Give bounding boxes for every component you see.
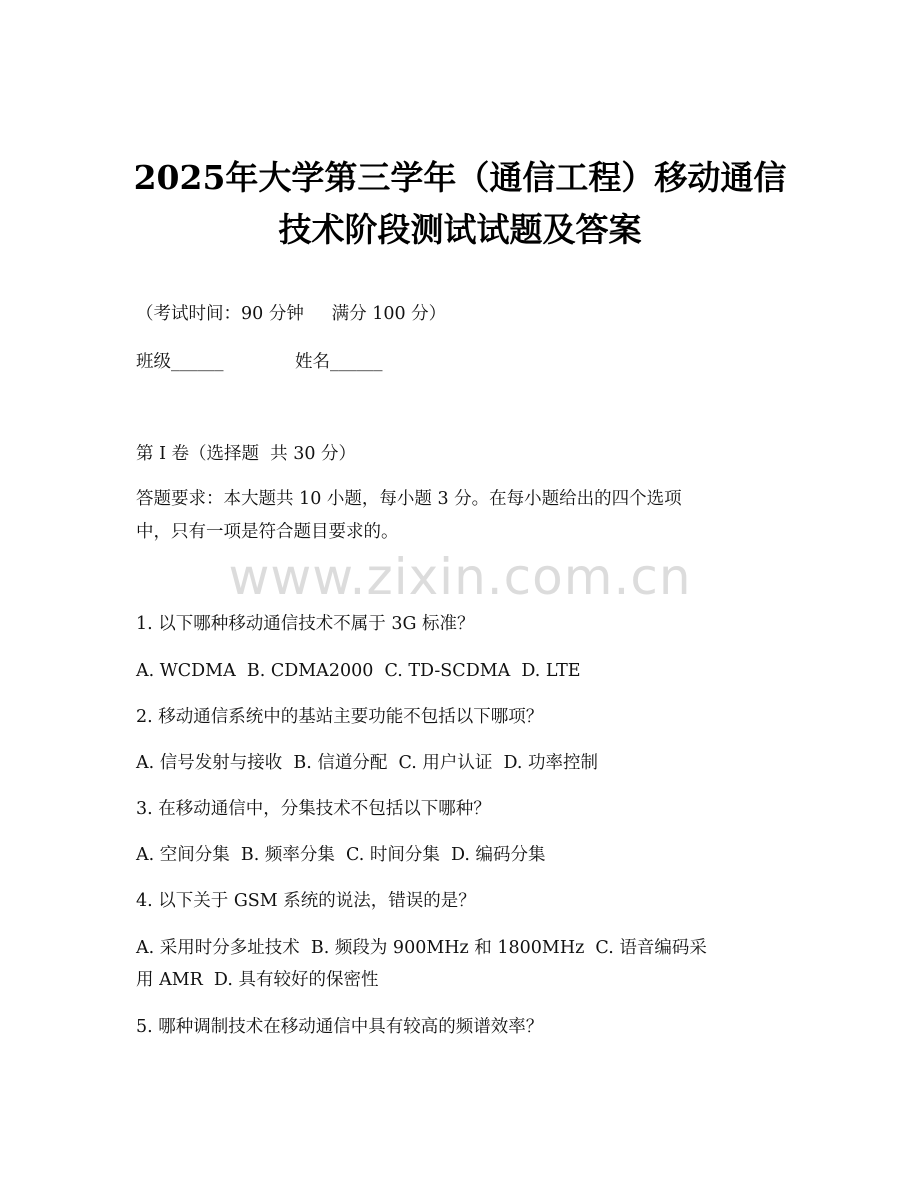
question-3-options: A. 空间分集 B. 频率分集 C. 时间分集 D. 编码分集 <box>136 845 546 865</box>
instructions-line-1: 答题要求：本大题共 10 小题，每小题 3 分。在每小题给出的四个选项 <box>136 489 682 509</box>
name-field-label: 姓名______ <box>295 352 383 372</box>
question-4-options-line-2: 用 AMR D. 具有较好的保密性 <box>136 970 379 990</box>
question-1-options: A. WCDMA B. CDMA2000 C. TD-SCDMA D. LTE <box>136 661 581 681</box>
question-4-options-line-1: A. 采用时分多址技术 B. 频段为 900MHz 和 1800MHz C. 语音编码采 <box>136 938 707 958</box>
question-2-stem: 2. 移动通信系统中的基站主要功能不包括以下哪项？ <box>136 707 544 727</box>
watermark: www.zixin.com.cn <box>228 548 692 606</box>
section-heading: 第 I 卷（选择题 共 30 分） <box>136 444 357 464</box>
question-3-stem: 3. 在移动通信中，分集技术不包括以下哪种？ <box>136 799 491 819</box>
instructions-line-2: 中，只有一项是符合题目要求的。 <box>136 522 399 542</box>
document-title-line-1: 2025年大学第三学年（通信工程）移动通信 <box>133 158 787 197</box>
question-2-options: A. 信号发射与接收 B. 信道分配 C. 用户认证 D. 功率控制 <box>136 753 599 773</box>
question-1-stem: 1. 以下哪种移动通信技术不属于 3G 标准？ <box>136 614 475 634</box>
document-title-line-2: 技术阶段测试试题及答案 <box>278 210 642 249</box>
question-5-stem: 5. 哪种调制技术在移动通信中具有较高的频谱效率？ <box>136 1017 544 1037</box>
question-4-stem: 4. 以下关于 GSM 系统的说法，错误的是？ <box>136 891 476 911</box>
class-field-label: 班级______ <box>136 352 224 372</box>
exam-info: （考试时间：90 分钟 满分 100 分） <box>136 304 447 324</box>
